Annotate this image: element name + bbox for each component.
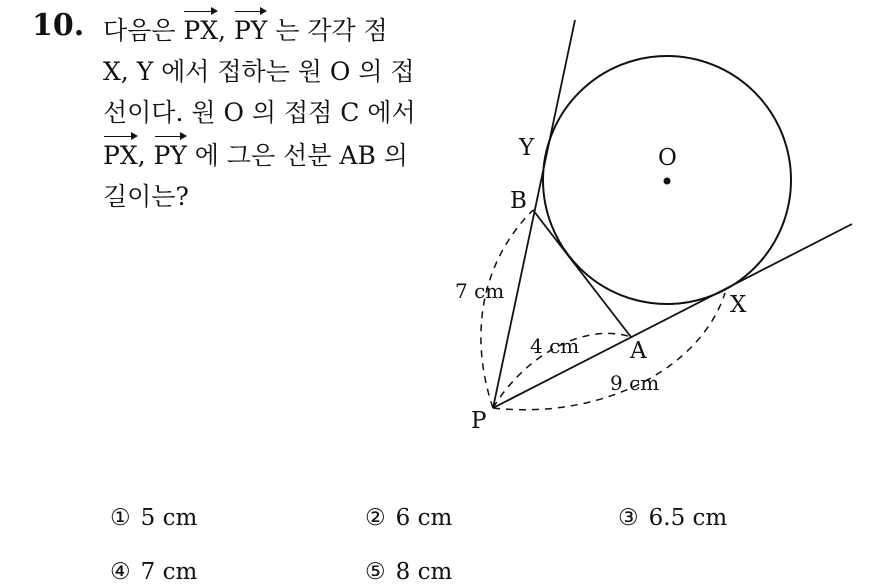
question-line-1: 다음은 PX, PY 는 각각 점 [103, 8, 423, 51]
question-line-3: 선이다. 원 O 의 접점 C 에서 [103, 98, 416, 127]
label-p: P [471, 408, 487, 434]
vector-px: PX [183, 8, 218, 51]
dashed-arc-px [493, 293, 725, 410]
vector-py-2: PY [154, 133, 187, 176]
tangent-line-px [493, 224, 852, 408]
dashed-arc-pb [481, 210, 533, 408]
center-point-o [664, 178, 671, 185]
question-line-2: X, Y 에서 접하는 원 O 의 접 [103, 57, 415, 86]
choice-4[interactable]: ④ 7 cm [110, 559, 198, 585]
vector-px-2: PX [103, 133, 138, 176]
choice-5[interactable]: ⑤ 8 cm [365, 559, 453, 585]
vector-py: PY [234, 8, 267, 51]
label-px-length: 9 cm [610, 371, 660, 395]
choice-2[interactable]: ② 6 cm [365, 505, 453, 531]
label-x: X [730, 292, 747, 318]
label-pb-length: 7 cm [455, 279, 505, 303]
label-b: B [510, 188, 527, 214]
label-o: O [658, 145, 677, 171]
question-number: 10. [32, 8, 85, 43]
segment-ab [533, 210, 631, 337]
label-y: Y [519, 135, 535, 161]
question-line-4: PX, PY 에 그은 선분 AB 의 [103, 133, 423, 176]
label-a: A [630, 338, 647, 364]
question-line-5: 길이는? [103, 182, 189, 211]
choice-3[interactable]: ③ 6.5 cm [618, 505, 728, 531]
choice-1[interactable]: ① 5 cm [110, 505, 198, 531]
label-pa-length: 4 cm [530, 334, 580, 358]
